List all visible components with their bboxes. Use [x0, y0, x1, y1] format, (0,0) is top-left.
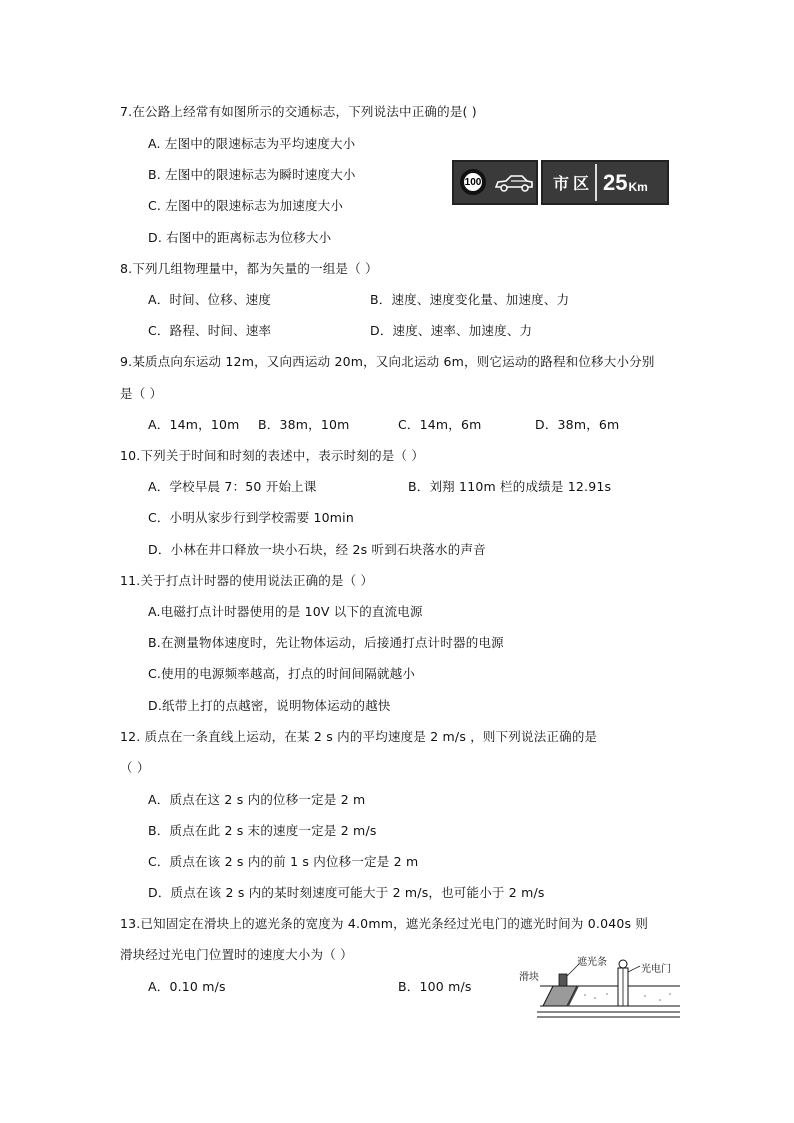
q7-option-b: B. 左图中的限速标志为瞬时速度大小: [148, 167, 356, 182]
speed-limit-sign: [452, 160, 538, 205]
shade-strip-label: 遮光条: [577, 957, 607, 968]
distance-unit: Km: [628, 179, 648, 194]
q11-option-d: D.纸带上打的点越密，说明物体运动的越快: [148, 698, 391, 713]
q12-option-b: B．质点在此 2 s 末的速度一定是 2 m/s: [148, 823, 377, 838]
q7-option-d: D. 右图中的距离标志为位移大小: [148, 230, 332, 245]
q8-option-d: D．速度、速率、加速度、力: [370, 323, 533, 338]
q11-option-c: C.使用的电源频率越高，打点的时间间隔就越小: [148, 666, 416, 681]
q9-option-a: A．14m，10m: [148, 417, 240, 432]
q12-option-a: A．质点在这 2 s 内的位移一定是 2 m: [148, 792, 366, 807]
q9-option-d: D．38m，6m: [535, 417, 620, 432]
q11-option-a: A.电磁打点计时器使用的是 10V 以下的直流电源: [148, 604, 423, 619]
q7-option-c: C. 左图中的限速标志为加速度大小: [148, 198, 344, 213]
q9-stem-line1: 9.某质点向东运动 12m，又向西运动 20m，又向北运动 6m，则它运动的路程和位移大小分别: [120, 354, 655, 369]
q12-option-d: D．质点在该 2 s 内的某时刻速度可能大于 2 m/s，也可能小于 2 m/s: [148, 885, 545, 900]
q10-option-a: A．学校早晨 7：50 开始上课: [148, 479, 317, 494]
photogate-diagram: [515, 950, 680, 1030]
q8-stem: 8.下列几组物理量中，都为矢量的一组是（ ）: [120, 261, 378, 276]
q9-option-c: C．14m，6m: [398, 417, 482, 432]
speed-limit-badge: 100: [460, 169, 486, 195]
q10-option-c: C．小明从家步行到学校需要 10min: [148, 510, 354, 525]
car-icon: [494, 174, 534, 192]
traffic-sign-figure: [452, 160, 669, 205]
q7-option-a: A. 左图中的限速标志为平均速度大小: [148, 136, 356, 151]
q13-stem-line2: 滑块经过光电门位置时的速度大小为（ ）: [120, 947, 353, 962]
q7-stem: 7.在公路上经常有如图所示的交通标志，下列说法中正确的是( ): [120, 104, 477, 119]
q8-option-a: A．时间、位移、速度: [148, 292, 272, 307]
q12-stem-line1: 12. 质点在一条直线上运动，在某 2 s 内的平均速度是 2 m/s ，则下列说法正确的是: [120, 729, 598, 744]
q8-option-c: C．路程、时间、速率: [148, 323, 272, 338]
q12-stem-line2: （ ）: [120, 760, 150, 775]
distance-sign: [541, 160, 669, 205]
q12-option-c: C．质点在该 2 s 内的前 1 s 内位移一定是 2 m: [148, 854, 419, 869]
q13-option-b: B．100 m/s: [398, 979, 472, 994]
q9-stem-line2: 是（ ）: [120, 386, 163, 401]
photogate-label: 光电门: [641, 964, 671, 975]
distance-value: 25: [603, 169, 628, 195]
city-label: 市区: [553, 174, 594, 193]
q10-option-d: D．小林在井口释放一块小石块，经 2s 听到石块落水的声音: [148, 542, 486, 557]
q13-option-a: A．0.10 m/s: [148, 979, 226, 994]
sign-divider: [595, 164, 597, 201]
slider-label: 滑块: [519, 972, 539, 983]
q10-option-b: B．刘翔 110m 栏的成绩是 12.91s: [408, 479, 612, 494]
q8-option-b: B．速度、速度变化量、加速度、力: [370, 292, 570, 307]
q9-option-b: B．38m，10m: [258, 417, 350, 432]
q11-stem: 11.关于打点计时器的使用说法正确的是（ ）: [120, 573, 374, 588]
q10-stem: 10.下列关于时间和时刻的表述中，表示时刻的是（ ）: [120, 448, 425, 463]
q13-stem-line1: 13.已知固定在滑块上的遮光条的宽度为 4.0mm，遮光条经过光电门的遮光时间为 0.040s 则: [120, 916, 649, 931]
q11-option-b: B.在测量物体速度时，先让物体运动，后接通打点计时器的电源: [148, 635, 504, 650]
